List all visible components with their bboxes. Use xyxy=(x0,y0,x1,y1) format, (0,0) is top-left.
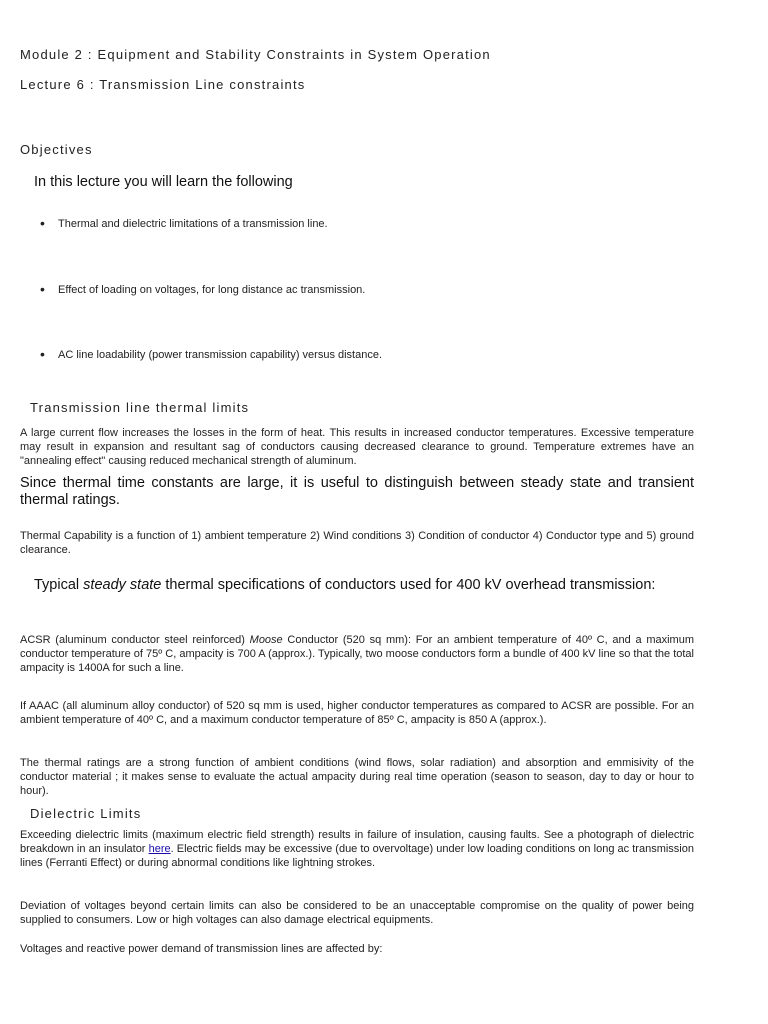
dielectric-paragraph-3: Voltages and reactive power demand of transmission lines are affected by: xyxy=(20,943,383,955)
thermal-paragraph-7: The thermal ratings are a strong function of ambient conditions (wind flows, solar radiation) and absorption and emmisivity of the conductor material ; it makes sense to evaluate the actual ampacity during real time operation (season to season, day to day or hour to hour). xyxy=(20,757,694,797)
dielectric-heading: Dielectric Limits xyxy=(30,806,142,821)
dielectric-paragraph-1 xyxy=(20,828,694,870)
insulator-photo-link[interactable]: here xyxy=(148,843,171,855)
thermal-p4-emphasis: steady state xyxy=(83,577,162,593)
thermal-paragraph-6: If AAAC (all aluminum alloy conductor) of 520 sq mm is used, higher conductor temperatures as compared to ACSR are possible. For an ambient temperature of 40º C, and a maximum conductor temperature of 85º C, ampacity is 850 A (approx.). xyxy=(20,700,694,726)
module-title: Module 2 : Equipment and Stability Constraints in System Operation xyxy=(20,47,491,62)
objectives-intro: In this lecture you will learn the following xyxy=(34,174,293,190)
thermal-p5-emphasis: Moose xyxy=(249,634,283,646)
bullet-icon: • xyxy=(40,346,45,362)
objective-bullet xyxy=(40,346,382,362)
thermal-paragraph-4 xyxy=(20,577,694,594)
objective-bullet xyxy=(40,281,365,297)
lecture-title: Lecture 6 : Transmission Line constraints xyxy=(20,77,306,92)
objective-bullet xyxy=(40,215,328,231)
thermal-p4-post: thermal specifications of conductors used for 400 kV overhead transmission: xyxy=(161,577,656,593)
thermal-paragraph-2: Since thermal time constants are large, it is useful to distinguish between steady state and transient thermal ratings. xyxy=(20,475,694,508)
dielectric-p1-post: . Electric fields may be excessive (due to overvoltage) under low loading conditions on long ac transmission lines (Ferranti Effect) or during abnormal conditions like lightning strokes. xyxy=(20,843,694,869)
thermal-p5-pre: ACSR (aluminum conductor steel reinforced) xyxy=(20,634,250,646)
thermal-heading: Transmission line thermal limits xyxy=(30,400,250,415)
objectives-heading: Objectives xyxy=(20,142,93,157)
thermal-p5-post: Conductor (520 sq mm): For an ambient temperature of 40º C, and a maximum conductor temperature of 75º C, ampacity is 700 A (approx.). Typically, two moose conductors form a bundle of 400 kV line so that the total ampacity is 1400A for such a line. xyxy=(20,634,694,674)
thermal-p4-pre: Typical xyxy=(34,577,84,593)
thermal-paragraph-3: Thermal Capability is a function of 1) ambient temperature 2) Wind conditions 3) Condition of conductor 4) Conductor type and 5) ground clearance. xyxy=(20,530,694,556)
bullet-icon: • xyxy=(40,215,45,231)
objective-text: Effect of loading on voltages, for long distance ac transmission. xyxy=(58,284,366,296)
thermal-paragraph-5 xyxy=(20,633,694,675)
objective-text: Thermal and dielectric limitations of a transmission line. xyxy=(58,218,328,230)
bullet-icon: • xyxy=(40,281,45,297)
dielectric-p1-pre: Exceeding dielectric limits (maximum electric field strength) results in failure of insulation, causing faults. See a photograph of dielectric breakdown in an insulator xyxy=(20,829,694,855)
dielectric-paragraph-2: Deviation of voltages beyond certain limits can also be considered to be an unacceptable compromise on the quality of power being supplied to consumers. Low or high voltages can also damage electrical equipments. xyxy=(20,900,694,926)
thermal-paragraph-1: A large current flow increases the losses in the form of heat. This results in increased conductor temperatures. Excessive temperature may result in expansion and resultant sag of conductors causing decreased clearance to ground. Temperature extremes have an "annealing effect" causing reduced mechanical strength of aluminum. xyxy=(20,427,694,467)
objective-text: AC line loadability (power transmission capability) versus distance. xyxy=(58,349,383,361)
